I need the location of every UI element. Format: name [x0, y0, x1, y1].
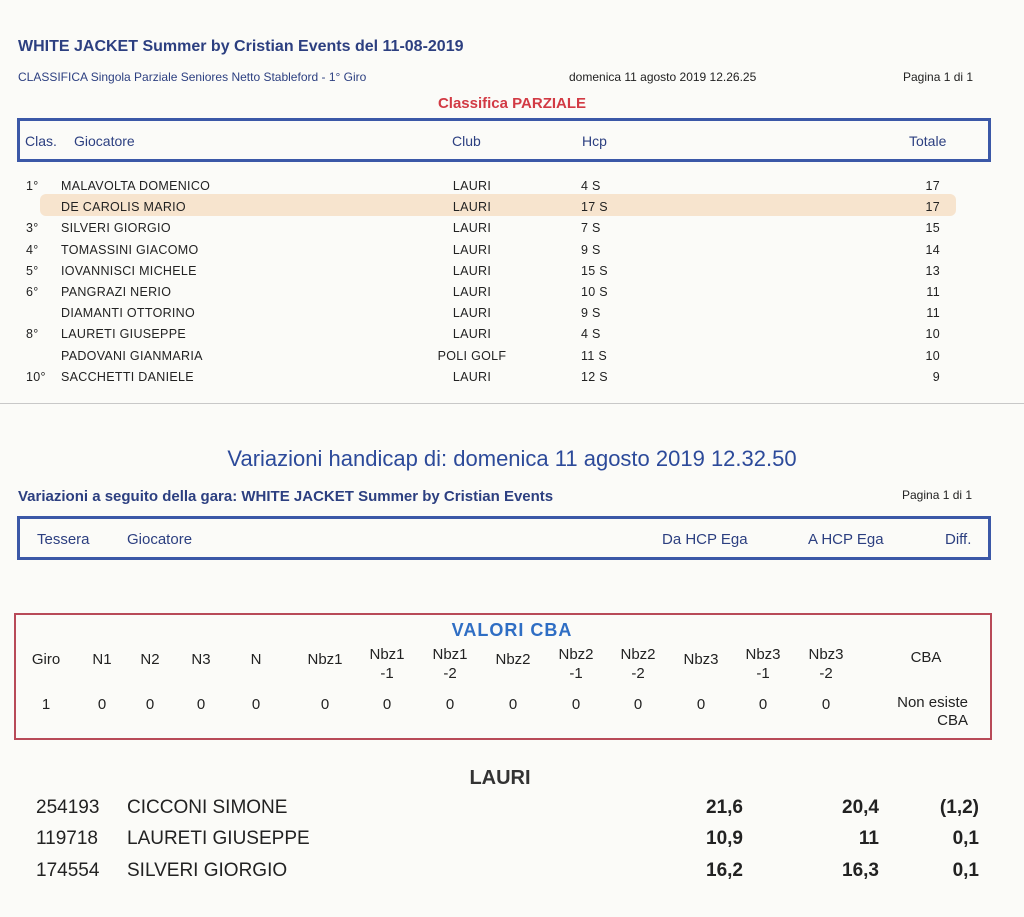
player-hcp: 15 S	[581, 263, 608, 278]
cba-header-cell: Nbz2 -2	[620, 646, 656, 682]
col-club: Club	[452, 133, 481, 149]
col-total: Totale	[909, 133, 947, 149]
cba-header-cell: Nbz2	[495, 651, 531, 668]
player-club: LAURI	[452, 242, 492, 257]
variations-subtitle: Variazioni a seguito della gara: WHITE JACKET Summer by Cristian Events	[18, 488, 554, 505]
cba-header-cell: Nbz3 -1	[745, 646, 781, 682]
player-name: PANGRAZI NERIO	[61, 285, 172, 299]
player-name: SILVERI GIORGIO	[61, 221, 171, 236]
player-hcp: 12 S	[581, 369, 608, 384]
rank-position: 8°	[26, 327, 39, 342]
cba-header-cell: N1	[92, 651, 112, 668]
player-club: POLI GOLF	[437, 348, 507, 363]
cba-value-cell: 0	[696, 696, 706, 713]
player-club: LAURI	[452, 369, 492, 384]
col-tessera: Tessera	[37, 531, 90, 548]
player-name: DE CAROLIS MARIO	[61, 200, 186, 215]
hcp-diff: 0,1	[952, 860, 979, 881]
cba-header-cell: Giro	[31, 651, 61, 668]
variation-player-name: SILVERI GIORGIO	[127, 860, 288, 881]
player-total: 11	[926, 285, 940, 299]
report-subtitle: CLASSIFICA Singola Parziale Seniores Netto Stableford - 1° Giro	[18, 70, 367, 84]
cba-header-cell: N2	[140, 651, 160, 668]
player-total: 10	[925, 348, 940, 363]
player-total: 14	[925, 242, 940, 257]
player-club: LAURI	[452, 179, 492, 193]
table-row	[0, 197, 1024, 218]
hcp-to: 20,4	[842, 797, 879, 818]
cba-header-cell: Nbz3 -2	[808, 646, 844, 682]
variation-player-name: LAURETI GIUSEPPE	[127, 828, 310, 849]
table-row	[0, 240, 1024, 261]
table-row	[0, 860, 1024, 888]
col-diff: Diff.	[945, 531, 972, 548]
club-name: LAURI	[469, 767, 531, 789]
hcp-to: 16,3	[842, 860, 879, 881]
report-datetime: domenica 11 agosto 2019 12.26.25	[569, 70, 757, 84]
variations-header-bar	[17, 516, 991, 560]
player-club: LAURI	[452, 327, 492, 342]
player-name: PADOVANI GIANMARIA	[61, 348, 203, 363]
cba-header-cell: N	[250, 651, 262, 668]
table-row	[0, 828, 1024, 856]
cba-value-cell: 0	[758, 696, 768, 713]
player-club: LAURI	[452, 306, 492, 321]
cba-value-cell: 0	[97, 696, 107, 713]
player-club: LAURI	[452, 221, 492, 236]
variation-player-name: CICCONI SIMONE	[127, 797, 288, 818]
player-total: 9	[932, 369, 940, 384]
player-hcp: 4 S	[581, 179, 601, 193]
player-name: DIAMANTI OTTORINO	[61, 306, 196, 321]
table-row	[0, 176, 1024, 197]
cba-value-cell: 0	[145, 696, 155, 713]
col-var-player: Giocatore	[127, 531, 193, 548]
player-hcp: 7 S	[581, 221, 601, 236]
player-hcp: 4 S	[581, 327, 601, 342]
player-total: 11	[926, 306, 940, 321]
player-total: 15	[925, 221, 940, 236]
col-hcp: Hcp	[582, 133, 607, 149]
rank-position: 5°	[26, 263, 39, 278]
variations-page-number: Pagina 1 di 1	[902, 488, 973, 502]
player-hcp: 9 S	[581, 306, 601, 321]
cba-value-cell: 0	[251, 696, 261, 713]
player-total: 17	[925, 200, 940, 215]
player-total: 10	[925, 327, 940, 342]
rank-position: 3°	[26, 221, 39, 236]
player-total: 17	[925, 179, 940, 193]
player-hcp: 9 S	[581, 242, 601, 257]
cba-header-cell: CBA	[910, 649, 942, 666]
cba-header-cell: Nbz1 -1	[369, 646, 405, 682]
hcp-from: 21,6	[706, 797, 743, 818]
cba-value-cell: 0	[633, 696, 643, 713]
player-hcp: 11 S	[581, 348, 607, 363]
variations-title: Variazioni handicap di: domenica 11 agosto 2019 12.32.50	[227, 446, 797, 471]
player-hcp: 17 S	[581, 200, 608, 215]
hcp-diff: (1,2)	[939, 797, 979, 818]
table-row	[0, 218, 1024, 239]
cba-value-cell: 0	[382, 696, 392, 713]
col-da-hcp: Da HCP Ega	[662, 531, 748, 548]
cba-value-cell: Non esiste CBA	[897, 694, 968, 729]
player-name: SACCHETTI DANIELE	[61, 369, 194, 384]
player-total: 13	[925, 263, 940, 278]
table-row	[0, 261, 1024, 282]
ranking-header-bar	[17, 118, 991, 162]
table-row	[0, 367, 1024, 388]
cba-value-cell: 0	[571, 696, 581, 713]
cba-value-cell: 0	[445, 696, 455, 713]
table-row	[0, 303, 1024, 324]
player-name: LAURETI GIUSEPPE	[61, 327, 186, 342]
cba-header-cell: Nbz1	[307, 651, 343, 668]
player-name: IOVANNISCI MICHELE	[61, 263, 197, 278]
table-row	[0, 324, 1024, 345]
page-divider	[0, 403, 1024, 404]
hcp-from: 10,9	[706, 828, 743, 849]
table-row	[0, 282, 1024, 303]
col-player: Giocatore	[74, 133, 135, 149]
cba-value-cell: 0	[508, 696, 518, 713]
table-row	[0, 797, 1024, 825]
col-clas: Clas.	[25, 133, 57, 149]
member-card-number: 119718	[36, 828, 98, 849]
player-name: MALAVOLTA DOMENICO	[61, 179, 211, 193]
table-row	[0, 346, 1024, 367]
rank-position: 10°	[26, 369, 46, 384]
section-title: Classifica PARZIALE	[437, 95, 587, 112]
player-hcp: 10 S	[581, 285, 608, 299]
member-card-number: 254193	[36, 797, 100, 818]
report-title: WHITE JACKET Summer by Cristian Events del 11-08-2019	[18, 38, 464, 55]
rank-position: 4°	[26, 242, 39, 257]
hcp-to: 11	[858, 828, 879, 849]
cba-value-cell: 0	[196, 696, 206, 713]
report-page-number: Pagina 1 di 1	[903, 70, 974, 84]
player-name: TOMASSINI GIACOMO	[61, 242, 199, 257]
rank-position: 6°	[26, 285, 39, 299]
player-club: LAURI	[452, 263, 492, 278]
hcp-diff: 0,1	[952, 828, 979, 849]
player-club: LAURI	[452, 200, 492, 215]
cba-header-cell: Nbz1 -2	[432, 646, 468, 682]
hcp-from: 16,2	[706, 860, 743, 881]
cba-value-cell: 0	[320, 696, 330, 713]
rank-position: 1°	[26, 179, 39, 193]
cba-header-cell: Nbz2 -1	[558, 646, 594, 682]
cba-value-cell: 1	[41, 696, 51, 713]
cba-header-cell: Nbz3	[683, 651, 719, 668]
cba-value-cell: 0	[821, 696, 831, 713]
cba-header-cell: N3	[191, 651, 211, 668]
member-card-number: 174554	[36, 860, 100, 881]
player-club: LAURI	[452, 285, 492, 299]
cba-title: VALORI CBA	[451, 620, 573, 640]
col-a-hcp: A HCP Ega	[808, 531, 884, 548]
